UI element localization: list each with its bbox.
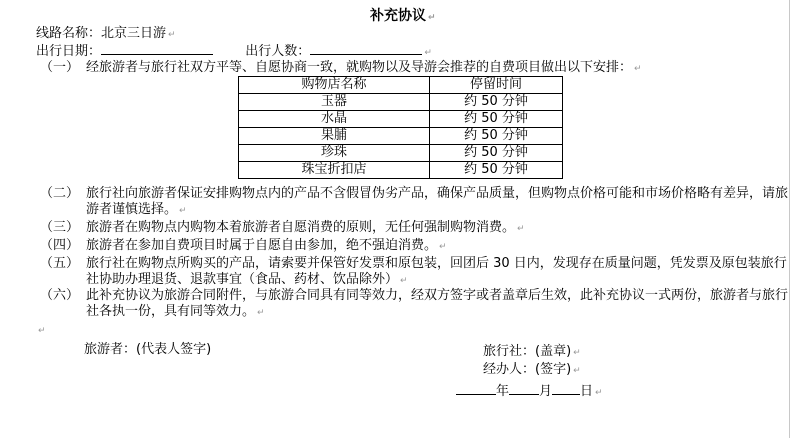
clause-6: （六） 此补充协议为旅游合同附件，与旅游合同具有同等效力，经双方签字或者盖章后生效，此补充协议一式两份，旅游者与旅行社各执一份，具有同等效力。 ↵	[40, 288, 789, 319]
route-name-line: 线路名称：北京三日游 ↵	[36, 26, 176, 41]
month-blank[interactable]	[509, 382, 539, 395]
table-cell-shop: 果脯	[239, 128, 430, 145]
empty-paragraph-mark: ↵	[38, 326, 46, 336]
table-header-shop: 购物店名称	[239, 77, 430, 94]
table-row	[239, 162, 563, 179]
document-title: 补充协议 ↵	[370, 8, 436, 24]
travel-info-line: 出行日期： 出行人数： ↵	[36, 44, 432, 59]
clause-4: （四） 旅游者在参加自费项目时属于自愿自由参加，绝不强迫消费。 ↵	[40, 238, 447, 253]
table-row	[239, 145, 563, 162]
travel-date-label: 出行日期：	[36, 44, 102, 59]
day-blank[interactable]	[552, 382, 580, 395]
table-row	[239, 94, 563, 111]
table-row	[239, 111, 563, 128]
travel-people-label: 出行人数：	[245, 44, 311, 59]
table-cell-shop: 水晶	[239, 111, 430, 128]
table-cell-shop: 珠宝折扣店	[239, 162, 430, 179]
table-header-row	[239, 77, 563, 94]
table-cell-time: 约 50 分钟	[430, 111, 563, 128]
clause-5: （五） 旅行社在购物点所购买的产品，请索要并保管好发票和原包装，回团后 30 日内，发现存在质量问题，凭发票及原包装旅行社协助办理退货、退款事宜（食品、药材、饮品除外） ↵	[40, 256, 787, 287]
tourist-signature: 旅游者：(代表人签字)	[84, 342, 212, 357]
handler-signature: 经办人：(签字) ↵	[483, 362, 581, 377]
table-cell-time: 约 50 分钟	[430, 94, 563, 111]
travel-people-blank[interactable]	[310, 42, 422, 55]
clause-2: （二） 旅行社向旅游者保证安排购物点内的产品不含假冒伪劣产品，确保产品质量，但购物点价格可能和市场价格略有差异，请旅游者谨慎选择。 ↵	[40, 186, 789, 217]
table-cell-time: 约 50 分钟	[430, 128, 563, 145]
clause-3: （三） 旅游者在购物点内购物本着旅游者自愿消费的原则，无任何强制购物消费。 ↵	[40, 220, 525, 235]
table-cell-time: 约 50 分钟	[430, 145, 563, 162]
table-cell-shop: 珍珠	[239, 145, 430, 162]
agency-stamp: 旅行社：(盖章) ↵	[483, 344, 581, 359]
table-cell-shop: 玉器	[239, 94, 430, 111]
table-header-time: 停留时间	[430, 77, 563, 94]
clause-1: （一） 经旅游者与旅行社双方平等、自愿协商一致，就购物以及导游会推荐的自费项目做出以下安排： ↵	[40, 60, 642, 75]
table-row	[239, 128, 563, 145]
year-blank[interactable]	[456, 382, 496, 395]
travel-date-blank[interactable]	[101, 42, 213, 55]
shopping-table	[238, 76, 563, 179]
sign-date-line: 年 月 日 ↵	[456, 382, 603, 401]
table-cell-time: 约 50 分钟	[430, 162, 563, 179]
